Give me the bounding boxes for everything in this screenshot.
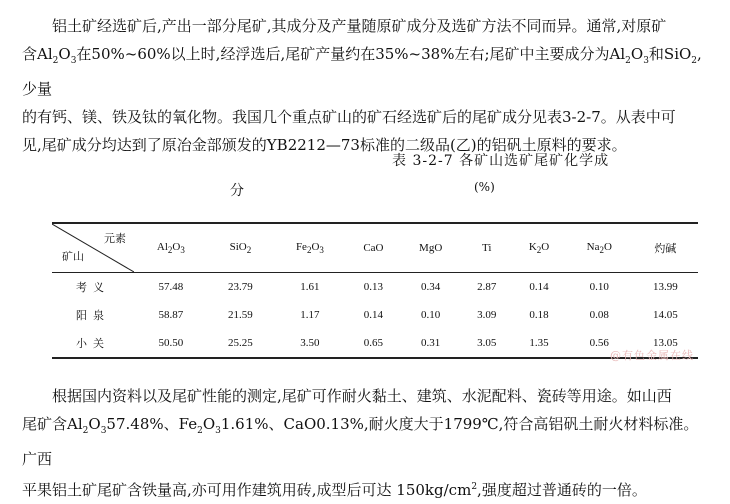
table-caption: 表 3-2-7 各矿山选矿尾矿化学成: [392, 153, 610, 169]
cell-value: 3.50: [273, 329, 347, 358]
cell-value: 23.79: [228, 281, 253, 293]
row-mine-name: 考义: [76, 282, 110, 294]
cell-value: 57.48: [158, 281, 184, 293]
cell-value: 13.05: [633, 329, 698, 358]
table-row: [52, 301, 698, 329]
cell-value: 50.50: [134, 329, 208, 358]
outro-line-3: 平果铝土矿尾矿含铁量高,亦可用作建筑用砖,成型后可达 $150kg/cm^2$,强度超过普通砖的一倍。: [22, 481, 647, 499]
header-fe2o3: $Fe_2O_3$: [273, 223, 347, 273]
header-sio2: SiO$_2$: [208, 223, 273, 273]
outro-line-2: 尾矿含$Al_2O_357.48\%$、$Fe_2O_31.61\%$、CaO0.13%,耐火度大于1799℃,符合高铝矾土耐火材料标准。广西: [22, 415, 699, 468]
table-unit: (%): [474, 180, 495, 194]
header-al2o3: $Al_2O_3$: [134, 223, 208, 273]
diag-label-element: 元素: [104, 233, 126, 245]
cell-value: 0.31: [400, 329, 461, 358]
cell-value: 3.05: [461, 329, 512, 358]
table-row: [52, 273, 698, 302]
diagonal-header-cell: [52, 223, 134, 273]
cell-value: 0.65: [347, 329, 400, 358]
intro-line-1: 铝土矿经选矿后,产出一部分尾矿,其成分及产量随原矿成分及选矿方法不同而异。通常,对原矿: [52, 17, 667, 35]
watermark: @有色金属在线: [610, 349, 694, 362]
outro-paragraph: [22, 382, 712, 504]
cell-value: 0.56: [566, 329, 633, 358]
header-cao: CaO: [347, 223, 400, 273]
intro-line-2: 含$Al_2O_3$在50%~60%以上时,经浮选后,尾矿产量约在35%~38%左右;尾矿中主要成分为$Al_2O_3$和SiO$_2$,少量: [22, 45, 702, 98]
intro-line-4: 见,尾矿成分均达到了原冶金部颁发的YB2212—73标准的二级品(乙)的铝矾土原料的要求。: [22, 136, 627, 154]
cell-value: 0.34: [421, 281, 441, 293]
cell-value: 1.17: [300, 309, 320, 321]
cell-value: 0.14: [529, 281, 549, 293]
cell-value: 58.87: [158, 309, 184, 321]
cell-value: 0.10: [421, 309, 441, 321]
cell-value: 0.18: [529, 309, 549, 321]
tailings-composition-table: [52, 222, 698, 359]
cell-value: 2.87: [477, 281, 497, 293]
cell-value: 3.09: [477, 309, 497, 321]
cell-value: 13.99: [652, 281, 678, 293]
cell-value: 0.13: [363, 281, 384, 293]
outro-line-1: 根据国内资料以及尾矿性能的测定,尾矿可作耐火黏土、建筑、水泥配料、瓷砖等用途。如山西: [52, 387, 672, 405]
cell-value: 0.10: [589, 281, 609, 293]
header-k2o: $K_2O$: [512, 223, 566, 273]
row-mine-name: 小关: [52, 329, 134, 358]
cell-value: 14.05: [652, 309, 678, 321]
cell-value: 0.14: [363, 309, 384, 321]
header-ti: Ti: [461, 223, 512, 273]
cell-value: 25.25: [208, 329, 273, 358]
table-header-row: [52, 223, 698, 273]
row-mine-name: 阳泉: [76, 310, 110, 322]
cell-value: 1.35: [512, 329, 566, 358]
table-row: [52, 329, 698, 358]
table-caption-continued: 分: [230, 183, 244, 199]
header-mgo: MgO: [400, 223, 461, 273]
diag-label-mine: 矿山: [62, 251, 84, 263]
cell-value: 0.08: [589, 309, 609, 321]
header-loss-on-ignition: 灼碱: [633, 223, 698, 273]
cell-value: 21.59: [228, 309, 253, 321]
cell-value: 1.61: [300, 281, 320, 293]
intro-paragraph: [22, 12, 712, 159]
header-na2o: $Na_2O$: [566, 223, 633, 273]
intro-line-3: 的有钙、镁、铁及钛的氧化物。我国几个重点矿山的矿石经选矿后的尾矿成分见表3-2-7。从表中可: [22, 108, 676, 126]
